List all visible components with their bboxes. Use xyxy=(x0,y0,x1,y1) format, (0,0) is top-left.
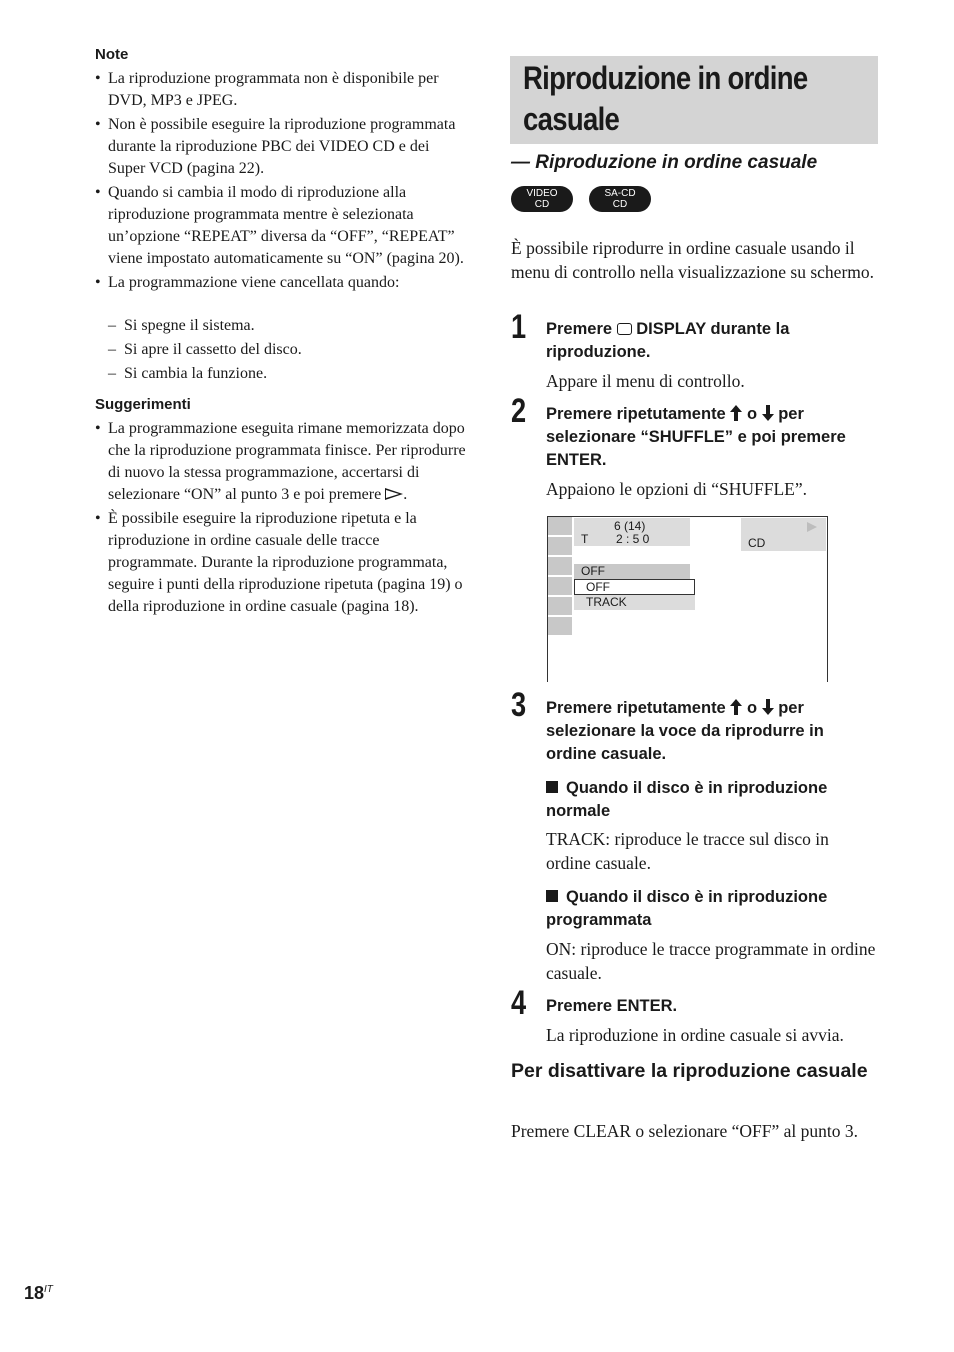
arrow-down-icon xyxy=(762,699,774,715)
intro-text: È possibile riprodurre in ordine casuale usando il menu di controllo nella visualizzazione su schermo. xyxy=(511,238,875,282)
arrow-down-icon xyxy=(762,405,774,421)
list-item: – Si spegne il sistema. xyxy=(95,315,470,337)
step-number: 1 xyxy=(511,308,527,346)
osd-menu-icon xyxy=(548,517,572,537)
note-heading: Note xyxy=(95,46,129,63)
osd-disc-type: CD xyxy=(748,536,766,550)
sa-cd-badge: SA-CD CD xyxy=(589,186,651,212)
page-title: Riproduzione in ordine casuale xyxy=(523,60,808,137)
osd-menu-icon xyxy=(548,537,572,557)
subtitle: — Riproduzione in ordine casuale xyxy=(511,152,818,173)
step3-instruction: Premere ripetutamente o per selezionare la voce da riprodurre in ordine casuale. xyxy=(546,699,824,763)
osd-time-prefix: T xyxy=(581,532,589,546)
osd-option-off[interactable]: OFF xyxy=(574,579,695,595)
notes-list xyxy=(95,68,470,296)
osd-menu-icon xyxy=(548,597,572,617)
list-item xyxy=(95,418,470,506)
osd-menu-icon xyxy=(548,617,572,637)
osd-time: 2 : 5 0 xyxy=(616,532,650,546)
step4-result: La riproduzione in ordine casuale si avvia. xyxy=(546,1025,844,1045)
tip-end: . xyxy=(403,486,408,503)
sub-text-program: ON: riproduce le tracce programmate in ordine casuale. xyxy=(546,939,876,983)
step-number: 4 xyxy=(511,984,527,1022)
section-heading: Per disattivare la riproduzione casuale xyxy=(511,1060,868,1082)
tips-list xyxy=(95,418,470,620)
display-button-icon xyxy=(617,323,632,335)
play-icon xyxy=(385,488,403,500)
osd-shuffle-current: OFF xyxy=(574,564,690,579)
osd-menu-icon xyxy=(548,577,572,597)
tip-text: La programmazione eseguita rimane memorizzata dopo che la riproduzione programmata finisce. Per riprodurre di nuovo la stessa programmazione, accertarsi di selezionare “ON” al punto 3 e poi premere xyxy=(108,420,466,503)
play-indicator-icon xyxy=(806,521,818,533)
step2-instruction: Premere ripetutamente o per selezionare “SHUFFLE” e poi premere ENTER. xyxy=(546,405,846,469)
dash-list xyxy=(95,315,470,387)
sub-heading-program: Quando il disco è in riproduzione programmata xyxy=(546,888,828,929)
video-cd-badge: VIDEO CD xyxy=(511,186,573,212)
arrow-up-icon xyxy=(730,699,742,715)
osd-option-track[interactable]: TRACK xyxy=(586,595,627,609)
sub-heading-normal: Quando il disco è in riproduzione normale xyxy=(546,779,828,820)
step-number: 3 xyxy=(511,686,527,724)
list-item: – Si apre il cassetto del disco. xyxy=(95,339,470,361)
step-number: 2 xyxy=(511,392,527,430)
list-item: • La programmazione viene cancellata quando: xyxy=(95,272,470,294)
step2-result: Appaiono le opzioni di “SHUFFLE”. xyxy=(546,479,808,499)
list-item: • Non è possibile eseguire la riproduzione programmata durante la riproduzione PBC dei VIDEO CD e dei Super VCD (pagina 22). xyxy=(95,114,470,180)
list-item: • Quando si cambia il modo di riproduzione alla riproduzione programmata mentre è selezionata un’opzione “REPEAT” diversa da “OFF”, “REPEAT” viene impostato automaticamente su “ON” (pagina 20). xyxy=(95,182,470,270)
tips-heading: Suggerimenti xyxy=(95,396,191,413)
arrow-up-icon xyxy=(730,405,742,421)
square-bullet-icon xyxy=(546,890,558,902)
section-text: Premere CLEAR o selezionare “OFF” al punto 3. xyxy=(511,1121,858,1141)
list-item: – Si cambia la funzione. xyxy=(95,363,470,385)
list-item: • È possibile eseguire la riproduzione ripetuta e la riproduzione in ordine casuale delle tracce programmate. Durante la riproduzione programmata, seguire i punti della riproduzione ripetuta (pagina 19) o della riproduzione in ordine casuale (pagina 18). xyxy=(95,508,470,618)
osd-menu-icon xyxy=(548,557,572,577)
sub-text-normal: TRACK: riproduce le tracce sul disco in ordine casuale. xyxy=(546,829,829,873)
osd-screen xyxy=(547,516,828,682)
step1-result: Appare il menu di controllo. xyxy=(546,371,745,391)
step1-instruction: Premere DISPLAY durante la riproduzione. xyxy=(546,320,790,361)
list-item: • La riproduzione programmata non è disponibile per DVD, MP3 e JPEG. xyxy=(95,68,470,112)
page-number: $18^{IT}$ xyxy=(24,1283,53,1303)
osd-track-info: 6 (14) xyxy=(614,519,646,533)
square-bullet-icon xyxy=(546,781,558,793)
step4-instruction: Premere ENTER. xyxy=(546,997,678,1015)
